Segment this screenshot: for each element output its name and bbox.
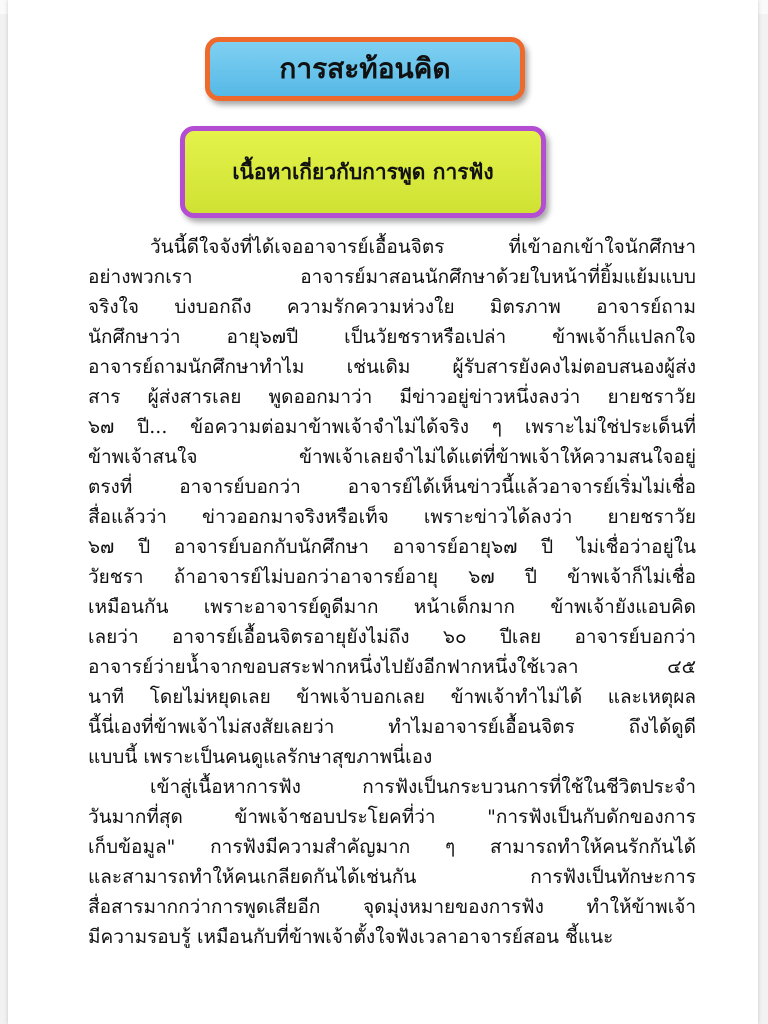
title-banner (205, 37, 525, 101)
text-line: อย่างพวกเรา อาจารย์มาสอนนักศึกษาด้วยใบหน้าที่ยิ้มแย้มแบบ (88, 266, 696, 288)
text-line: นี้นี่เองที่ข้าพเจ้าไม่สงสัยเลยว่า ทำไมอาจารย์เอื้อนจิตร ถึงได้ดูดี (88, 716, 696, 738)
text-line: อาจารย์ถามนักศึกษาทำไม เช่นเดิม ผู้รับสารยังคงไม่ตอบสนองผู้ส่ง (88, 356, 696, 378)
text-line: ๖๗ ปี อาจารย์บอกกับนักศึกษา อาจารย์อายุ๖๗ ปี ไม่เชื่อว่าอยู่ใน (88, 536, 696, 558)
text-line: วัยชรา ถ้าอาจารย์ไม่บอกว่าอาจารย์อายุ ๖๗ ปี ข้าพเจ้าก็ไม่เชื่อ (88, 566, 696, 588)
page-subtitle: เนื้อหาเกี่ยวกับการพูด การฟัง (232, 158, 494, 184)
paragraph (88, 772, 696, 952)
text-line: อาจารย์ว่ายน้ำจากขอบสระฟากหนึ่งไปยังอีกฟากหนึ่งใช้เวลา ๔๕ (88, 656, 696, 678)
text-line: ข้าพเจ้าสนใจ ข้าพเจ้าเลยจำไม่ได้แต่ที่ข้าพเจ้าให้ความสนใจอยู่ (88, 446, 696, 468)
text-line: จริงใจ บ่งบอกถึง ความรักความห่วงใย มิตรภาพ อาจารย์ถาม (88, 296, 696, 318)
body-text (88, 232, 696, 952)
text-line: สื่อสารมากกว่าการพูดเสียอีก จุดมุ่งหมายของการฟัง ทำให้ข้าพเจ้า (88, 896, 696, 918)
document-page (8, 0, 758, 1024)
text-line: วันนี้ดีใจจังที่ได้เจออาจารย์เอื้อนจิตร ที่เข้าอกเข้าใจนักศึกษา (150, 236, 696, 258)
text-line: มีความรอบรู้ เหมือนกับที่ข้าพเจ้าตั้งใจฟังเวลาอาจารย์สอน ชี้แนะ (88, 926, 614, 948)
text-line: เก็บข้อมูล" การฟังมีความสำคัญมาก ๆ สามารถทำให้คนรักกันได้ (88, 836, 696, 858)
text-line: ตรงที่ อาจารย์บอกว่า อาจารย์ได้เห็นข่าวนี้แล้วอาจารย์เริ่มไม่เชื่อ (88, 476, 696, 498)
paragraph (88, 232, 696, 772)
text-line: และสามารถทำให้คนเกลียดกันได้เช่นกัน การฟังเป็นทักษะการ (88, 866, 696, 888)
text-line: แบบนี้ เพราะเป็นคนดูแลรักษาสุขภาพนี่เอง (88, 746, 433, 768)
text-line: วันมากที่สุด ข้าพเจ้าชอบประโยคที่ว่า "การฟังเป็นกับดักของการ (88, 806, 696, 828)
text-line: เข้าสู่เนื้อหาการฟัง การฟังเป็นกระบวนการที่ใช้ในชีวิตประจำ (150, 776, 696, 798)
subtitle-banner (180, 126, 546, 218)
text-line: นาที โดยไม่หยุดเลย ข้าพเจ้าบอกเลย ข้าพเจ้าทำไม่ได้ และเหตุผล (88, 686, 696, 708)
text-line: นักศึกษาว่า อายุ๖๗ปี เป็นวัยชราหรือเปล่า ข้าพเจ้าก็แปลกใจ (88, 326, 696, 348)
page-title: การสะท้อนคิด (279, 52, 451, 85)
text-line: เหมือนกัน เพราะอาจารย์ดูดีมาก หน้าเด็กมาก ข้าพเจ้ายังแอบคิด (88, 596, 696, 618)
text-line: สาร ผู้ส่งสารเลย พูดออกมาว่า มีข่าวอยู่ข่าวหนึ่งลงว่า ยายชราวัย (88, 386, 696, 408)
text-line: ๖๗ ปี... ข้อความต่อมาข้าพเจ้าจำไม่ได้จริง ๆ เพราะไม่ใช่ประเด็นที่ (88, 416, 696, 438)
text-line: เลยว่า อาจารย์เอื้อนจิตรอายุยังไม่ถึง ๖๐ ปีเลย อาจารย์บอกว่า (88, 626, 696, 648)
text-line: สื่อแล้วว่า ข่าวออกมาจริงหรือเท็จ เพราะข่าวได้ลงว่า ยายชราวัย (88, 506, 696, 528)
